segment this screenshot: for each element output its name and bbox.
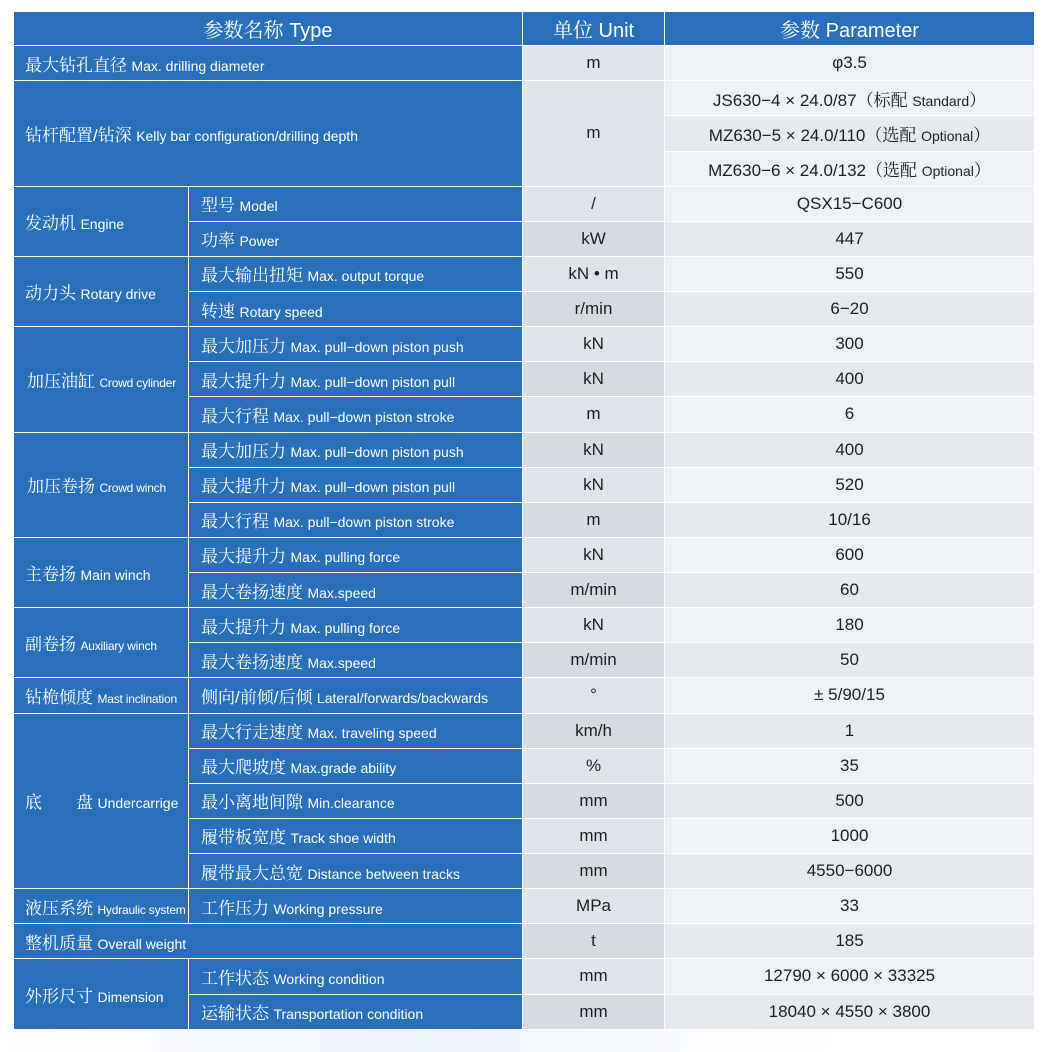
sub-en: Model	[239, 198, 278, 215]
group-label	[14, 186, 189, 256]
table-row	[14, 959, 1035, 994]
value-cell: φ3.5	[665, 46, 1035, 81]
sub-en: Max. pull−down piston push	[290, 444, 464, 461]
value-zh: 选配	[882, 125, 917, 145]
label-en: Max. drilling diameter	[131, 57, 265, 74]
unit-cell: kN	[523, 608, 665, 643]
label-en: Auxiliary winch	[80, 639, 157, 654]
table-row	[14, 889, 1035, 924]
value-cell: 520	[665, 467, 1035, 502]
value-cell	[665, 151, 1035, 186]
sub-label	[189, 256, 523, 291]
unit-cell: m/min	[523, 573, 665, 608]
group-label	[14, 889, 189, 924]
table-row	[14, 327, 1035, 362]
unit-cell: kW	[523, 221, 665, 256]
label-en: Crowd cylinder	[99, 375, 177, 390]
sub-en: Max. pull−down piston push	[290, 338, 464, 355]
label-en: Dimension	[97, 988, 164, 1005]
label-en: Mast inclination	[97, 691, 177, 706]
value-cell: 10/16	[665, 502, 1035, 537]
sub-label	[189, 432, 523, 467]
table-row	[14, 432, 1035, 467]
spec-table	[13, 11, 1035, 1030]
value-cell: 1	[665, 713, 1035, 748]
sub-en: Max. pull−down piston stroke	[273, 514, 455, 531]
label-zh: 加压卷扬	[27, 477, 95, 497]
sub-label	[189, 889, 523, 924]
sub-label	[189, 818, 523, 853]
unit-cell: t	[523, 924, 665, 959]
unit-cell: m	[523, 502, 665, 537]
group-label	[14, 537, 189, 607]
table-row	[14, 608, 1035, 643]
sub-label	[189, 748, 523, 783]
label-zh: 钻桅倾度	[25, 687, 93, 707]
sub-label	[189, 994, 523, 1030]
value-en: Optional	[921, 127, 974, 144]
sub-label	[189, 608, 523, 643]
sub-zh: 最大提升力	[201, 477, 286, 497]
sub-en: Max.speed	[307, 654, 376, 671]
unit-cell: MPa	[523, 889, 665, 924]
unit-cell: kN • m	[523, 256, 665, 291]
unit-cell: m/min	[523, 643, 665, 678]
value-en: Standard	[912, 92, 970, 109]
sub-en: Max. traveling speed	[307, 725, 437, 742]
value-cell: 400	[665, 362, 1035, 397]
unit-cell: m	[523, 397, 665, 432]
sub-zh: 工作压力	[201, 898, 269, 918]
sub-zh: 最大卷扬速度	[201, 582, 303, 602]
value-cell: 600	[665, 537, 1035, 572]
sub-zh: 最大行走速度	[201, 723, 303, 743]
unit-cell: m	[523, 81, 665, 186]
value-end: ）	[973, 161, 991, 181]
unit-cell: kN	[523, 432, 665, 467]
sub-label	[189, 854, 523, 889]
unit-cell: °	[523, 678, 665, 713]
unit-cell: %	[523, 748, 665, 783]
unit-cell: m	[523, 46, 665, 81]
value-cell: 6−20	[665, 292, 1035, 327]
sub-zh: 最大行程	[201, 512, 269, 532]
value-cell: 33	[665, 889, 1035, 924]
label-zh: 发动机	[25, 213, 76, 233]
value-cell: 447	[665, 221, 1035, 256]
sub-zh: 履带板宽度	[201, 828, 286, 848]
group-label	[14, 678, 189, 713]
label-zh: 主卷扬	[25, 565, 76, 584]
table-row	[14, 81, 1035, 116]
sub-label	[189, 292, 523, 327]
sub-en: Distance between tracks	[307, 865, 460, 882]
value-cell	[665, 116, 1035, 151]
value-cell: 6	[665, 397, 1035, 432]
label-zh: 整机质量	[25, 933, 93, 953]
sub-label	[189, 221, 523, 256]
table-row	[14, 713, 1035, 748]
sub-zh: 最大提升力	[201, 371, 286, 391]
sub-label	[189, 573, 523, 608]
sub-label	[189, 186, 523, 221]
sub-zh: 最大加压力	[201, 336, 286, 356]
sub-label	[189, 643, 523, 678]
value-cell: 550	[665, 256, 1035, 291]
value-end: ）	[969, 90, 987, 110]
sub-zh: 最小离地间隙	[201, 793, 303, 813]
value-end: ）	[973, 125, 991, 145]
value-cell: 60	[665, 573, 1035, 608]
unit-cell: km/h	[523, 713, 665, 748]
sub-zh: 最大行程	[201, 406, 269, 426]
value-cell	[665, 81, 1035, 116]
unit-cell: mm	[523, 854, 665, 889]
sub-zh: 最大爬坡度	[201, 758, 286, 778]
sub-zh: 侧向/前倾/后倾	[201, 687, 313, 707]
sub-zh: 最大提升力	[201, 617, 286, 637]
sub-label	[189, 783, 523, 818]
sub-en: Track shoe width	[290, 830, 396, 847]
sub-label	[189, 467, 523, 502]
sub-zh: 履带最大总宽	[201, 863, 303, 883]
label-zh: 动力头	[25, 284, 76, 303]
table-row	[14, 46, 1035, 81]
unit-cell: mm	[523, 783, 665, 818]
value-cell: 18040 × 4550 × 3800	[665, 994, 1035, 1030]
sub-zh: 最大输出扭矩	[201, 266, 303, 286]
sub-label	[189, 959, 523, 994]
sub-zh: 型号	[201, 196, 235, 216]
table-row	[14, 186, 1035, 221]
label-en: Undercarrige	[97, 795, 179, 812]
value-cell: 500	[665, 783, 1035, 818]
unit-cell: kN	[523, 537, 665, 572]
label-zh: 钻杆配置/钻深	[25, 125, 132, 145]
sub-en: Max. pulling force	[290, 619, 401, 636]
sub-label	[189, 502, 523, 537]
label-zh: 外形尺寸	[25, 986, 93, 1006]
row-label	[14, 81, 523, 186]
sub-en: Rotary speed	[239, 303, 323, 320]
unit-cell: mm	[523, 994, 665, 1030]
value-cell: ± 5/90/15	[665, 678, 1035, 713]
group-label	[14, 713, 189, 889]
group-label	[14, 256, 189, 326]
sub-zh: 最大卷扬速度	[201, 652, 303, 672]
value-main: JS630−4 × 24.0/87（	[712, 90, 874, 110]
label-zh: 副卷扬	[25, 635, 76, 655]
value-en: Optional	[921, 163, 974, 180]
sub-en: Max.grade ability	[290, 760, 397, 777]
sub-en: Transportation condition	[273, 1006, 424, 1023]
group-label	[14, 327, 189, 432]
label-zh: 加压油缸	[27, 371, 95, 391]
sub-label	[189, 362, 523, 397]
spec-table-container	[13, 11, 1034, 1030]
table-row	[14, 537, 1035, 572]
label-zh: 液压系统	[25, 898, 93, 918]
value-cell: 1000	[665, 818, 1035, 853]
group-label	[14, 608, 189, 678]
sub-en: Max. pulling force	[290, 549, 401, 566]
group-label	[14, 959, 189, 1030]
sub-en: Working condition	[273, 970, 385, 987]
unit-cell: kN	[523, 362, 665, 397]
label-en: Crowd winch	[99, 481, 166, 496]
sub-en: Max. pull−down piston pull	[290, 479, 456, 496]
value-zh: 标配	[873, 90, 908, 110]
label-en: Engine	[80, 215, 125, 232]
sub-en: Power	[239, 233, 280, 250]
sub-en: Working pressure	[273, 900, 383, 917]
table-header-row	[14, 12, 1035, 46]
sub-en: Max.speed	[307, 584, 376, 601]
value-cell: 300	[665, 327, 1035, 362]
sub-zh: 最大加压力	[201, 442, 286, 462]
value-cell: 185	[665, 924, 1035, 959]
label-en: Hydraulic system	[97, 902, 186, 917]
unit-cell: r/min	[523, 292, 665, 327]
label-en: Rotary drive	[80, 286, 156, 302]
table-row	[14, 256, 1035, 291]
value-main: MZ630−6 × 24.0/132（	[708, 161, 883, 181]
sub-zh: 转速	[201, 301, 235, 321]
label-zh: 最大钻孔直径	[25, 55, 127, 75]
header-unit: 单位 Unit	[523, 12, 665, 46]
sub-zh: 功率	[201, 231, 235, 251]
unit-cell: /	[523, 186, 665, 221]
decorative-footer-band	[0, 1030, 1050, 1052]
label-zh: 底 盘	[25, 793, 93, 813]
row-label	[14, 46, 523, 81]
value-cell: 180	[665, 608, 1035, 643]
value-cell: 4550−6000	[665, 854, 1035, 889]
value-cell: 35	[665, 748, 1035, 783]
value-cell: QSX15−C600	[665, 186, 1035, 221]
sub-zh: 运输状态	[201, 1004, 269, 1024]
sub-en: Min.clearance	[307, 795, 395, 812]
sub-zh: 工作状态	[201, 968, 269, 988]
sub-en: Lateral/forwards/backwards	[316, 689, 489, 706]
header-parameter: 参数 Parameter	[665, 12, 1035, 46]
label-en: Kelly bar configuration/drilling depth	[136, 127, 358, 144]
group-label	[14, 432, 189, 537]
unit-cell: kN	[523, 327, 665, 362]
value-cell: 400	[665, 432, 1035, 467]
unit-cell: kN	[523, 467, 665, 502]
sub-en: Max. pull−down piston pull	[290, 373, 456, 390]
header-type: 参数名称 Type	[14, 12, 523, 46]
value-zh: 选配	[882, 161, 917, 181]
sub-label	[189, 678, 523, 713]
sub-en: Max. output torque	[307, 268, 425, 285]
value-cell: 12790 × 6000 × 33325	[665, 959, 1035, 994]
row-label	[14, 924, 523, 959]
sub-label	[189, 537, 523, 572]
label-en: Overall weight	[97, 935, 187, 952]
label-en: Main winch	[80, 567, 151, 583]
sub-zh: 最大提升力	[201, 547, 286, 567]
value-main: MZ630−5 × 24.0/110（	[708, 125, 883, 145]
unit-cell: mm	[523, 818, 665, 853]
sub-label	[189, 397, 523, 432]
sub-label	[189, 327, 523, 362]
value-cell: 50	[665, 643, 1035, 678]
table-row	[14, 924, 1035, 959]
table-row	[14, 678, 1035, 713]
sub-label	[189, 713, 523, 748]
sub-en: Max. pull−down piston stroke	[273, 408, 455, 425]
unit-cell: mm	[523, 959, 665, 994]
